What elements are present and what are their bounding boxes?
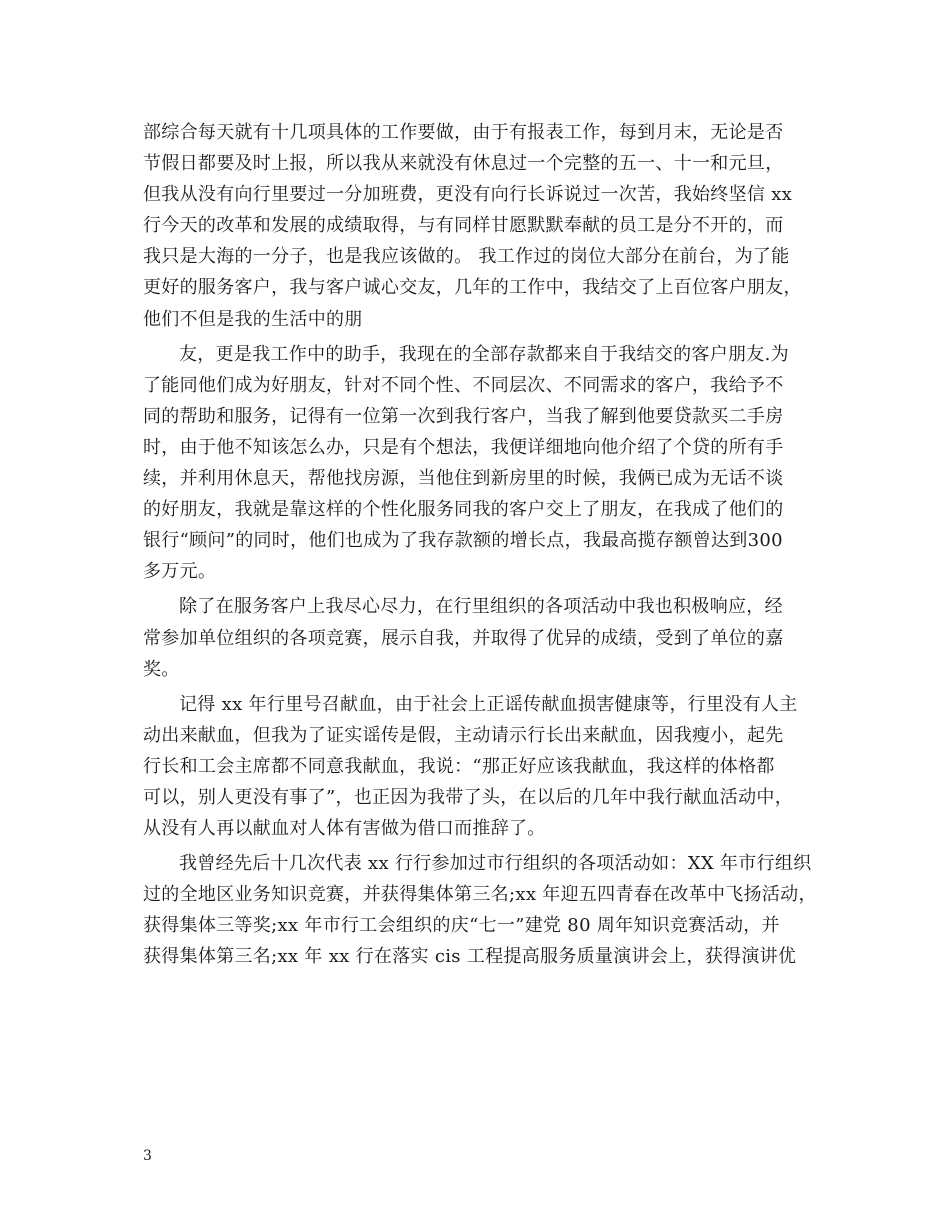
text-line: 可以，别人更没有事了”，也正因为我带了头，在以后的几年中我行献血活动中， [143,786,793,808]
text-line: 的好朋友，我就是靠这样的个性化服务同我的客户交上了朋友，在我成了他们的 [143,499,784,521]
text-line: 除了在服务客户上我尽心尽力，在行里组织的各项活动中我也积极响应，经 [179,596,783,618]
text-line: 常参加单位组织的各项竞赛，展示自我，并取得了优异的成绩，受到了单位的嘉 [143,627,784,649]
text-line: 更好的服务客户，我与客户诚心交友，几年的工作中，我结交了上百位客户朋友， [143,277,802,299]
text-line: 从没有人再以献血对人体有害做为借口而推辞了。 [143,818,546,840]
text-line: 续，并利用休息天，帮他找房源，当他住到新房里的时候，我俩已成为无话不谈 [143,468,784,490]
text-line: 了能同他们成为好朋友，针对不同个性、不同层次、不同需求的客户，我给予不 [143,374,784,396]
paragraph-4 [143,689,823,844]
text-line: 多万元。 [143,561,217,583]
paragraph-3 [143,591,823,684]
paragraph-2 [143,339,823,588]
text-line: 时，由于他不知该怎么办，只是有个想法，我便详细地向他介绍了个贷的所有手 [143,436,784,458]
text-line: 部综合每天就有十几项具体的工作要做，由于有报表工作，每到月末，无论是否 [143,122,784,143]
document-body [143,117,823,977]
text-line: 动出来献血，但我为了证实谣传是假，主动请示行长出来献血，因我瘦小，起先 [143,724,784,746]
text-line: 但我从没有向行里要过一分加班费，更没有向行长诉说过一次苦，我始终坚信 xx [143,184,793,206]
paragraph-5 [143,848,823,972]
text-line: 友，更是我工作中的助手，我现在的全部存款都来自于我结交的客户朋友.为 [179,343,789,365]
page-number: 3 [143,1148,152,1164]
text-line: 行长和工会主席都不同意我献血，我说：“那正好应该我献血，我这样的体格都 [143,755,775,777]
text-line: 记得 xx 年行里号召献血，由于社会上正谣传献血损害健康等，行里没有人主 [179,693,798,715]
text-line: 获得集体第三名;xx 年 xx 行在落实 cis 工程提高服务质量演讲会上，获得演讲优 [143,946,797,968]
text-line: 我曾经先后十几次代表 xx 行行参加过市行组织的各项活动如：XX 年市行组织 [179,853,812,875]
text-line: 奖。 [143,658,180,680]
text-line: 同的帮助和服务，记得有一位第一次到我行客户，当我了解到他要贷款买二手房 [143,405,784,427]
text-line: 获得集体三等奖;xx 年市行工会组织的庆“七一”建党 80 周年知识竞赛活动，并 [143,915,780,937]
text-line: 银行“顾问”的同时，他们也成为了我存款额的增长点，我最高揽存额曾达到300 [143,530,783,552]
text-line: 过的全地区业务知识竞赛，并获得集体第三名;xx 年迎五四青春在改革中飞扬活动， [143,884,817,906]
text-line: 他们不但是我的生活中的朋 [143,308,363,330]
text-line: 节假日都要及时上报，所以我从来就没有休息过一个完整的五一、十一和元旦， [143,153,784,175]
text-line: 行今天的改革和发展的成绩取得，与有同样甘愿默默奉献的员工是分不开的，而 [143,215,784,237]
paragraph-1 [143,117,823,335]
text-line: 我只是大海的一分子，也是我应该做的。 我工作过的岗位大部分在前台，为了能 [143,246,790,268]
